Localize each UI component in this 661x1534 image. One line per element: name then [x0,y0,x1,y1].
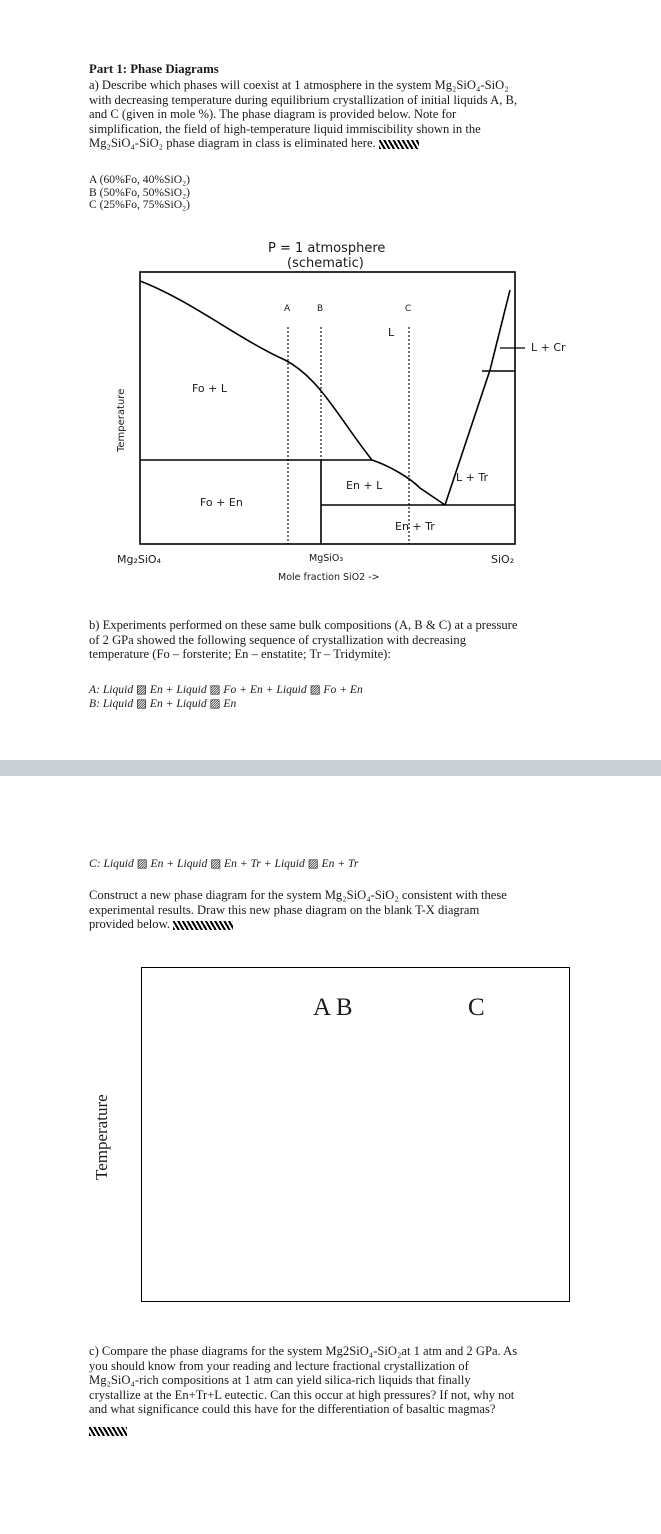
question-b-line-1: b) Experiments performed on these same bulk compositions (A, B & C) at a pressure [89,618,518,632]
sequence-c: C: Liquid ▨ En + Liquid ▨ En + Tr + Liquid ▨ En + Tr [89,857,359,870]
question-c [89,1344,570,1417]
question-c-line-4: crystallize at the En+Tr+L eutectic. Can this occur at high pressures? If not, why not [89,1387,515,1402]
question-c-line-5: and what significance could this have for the differentiation of basaltic magmas? [89,1402,496,1417]
question-c-line-3: Mg₂SiO₄-rich compositions at 1 atm can yield silica-rich liquids that finally [89,1373,471,1388]
liquidus-en [372,460,445,505]
diagram1-frame [140,272,515,544]
composition-b: B (50%Fo, 50%SiO₂) [89,185,190,199]
composition-c: C (25%Fo, 75%SiO₂) [89,198,190,212]
diagram2-label-ab: A B [313,994,353,1021]
construct-line-3: provided below. [89,917,570,932]
question-c-line-1: c) Compare the phase diagrams for the system Mg2SiO₄-SiO₂at 1 atm and 2 GPa. As [89,1344,518,1358]
composition-a: A (60%Fo, 40%SiO₂) [89,173,190,186]
sequence-a: A: Liquid ▨ En + Liquid ▨ Fo + En + Liquid ▨ Fo + En [89,683,363,696]
field-fo-en: Fo + En [200,496,243,509]
redaction-scribble-2 [173,921,233,930]
construct-instructions [89,888,570,932]
page-separator [0,760,661,776]
construct-line-1: Construct a new phase diagram for the system Mg₂SiO₄-SiO₂ consistent with these [89,888,507,902]
marker-c: C [405,304,412,314]
question-a-line-1: a) Describe which phases will coexist at 1 atmosphere in the system Mg₂SiO₄-SiO₂ [89,78,509,92]
phase-diagram-1atm [0,0,661,600]
y-axis-label-1: Temperature [116,388,127,452]
marker-b: B [317,304,324,314]
question-a-line-5: Mg₂SiO₄-SiO₂ phase diagram in class is eliminated here. [89,136,570,151]
field-l-tr: L + Tr [456,471,488,484]
question-a-line-4: simplification, the field of high-temperature liquid immiscibility shown in the [89,121,481,136]
blank-tx-diagram[interactable] [141,967,570,1302]
question-b [89,618,570,662]
y-axis-label-2: Temperature [92,1094,111,1180]
redaction-scribble-3 [89,1421,127,1440]
x-axis-label: Mole fraction SiO2 -> [278,572,380,583]
diagram1-subtitle: (schematic) [287,256,364,271]
construct-line-2: experimental results. Draw this new phase diagram on the blank T-X diagram [89,902,480,917]
x-right-label: SiO₂ [491,553,515,566]
field-liquid: L [388,326,395,339]
field-l-cr: L + Cr [531,341,566,354]
marker-a: A [284,304,291,314]
field-en-tr: En + Tr [395,520,435,533]
question-a-line-2: with decreasing temperature during equilibrium crystallization of initial liquids A, B, [89,92,518,107]
question-b-line-3: temperature (Fo – forsterite; En – enstatite; Tr – Tridymite): [89,647,391,662]
diagram1-title: P = 1 atmosphere [268,241,386,256]
x-mid-label: MgSiO₃ [309,553,344,564]
question-b-line-2: of 2 GPa showed the following sequence of crystallization with decreasing [89,632,467,647]
part1-title: Part 1: Phase Diagrams [89,62,219,76]
sequence-b: B: Liquid ▨ En + Liquid ▨ En [89,697,237,710]
question-c-line-2: you should know from your reading and lecture fractional crystallization of [89,1358,469,1373]
field-fo-l: Fo + L [192,382,228,395]
x-left-label: Mg₂SiO₄ [117,553,161,566]
diagram2-label-c: C [468,994,485,1021]
field-en-l: En + L [346,479,383,492]
question-a-line-3: and C (given in mole %). The phase diagram is provided below. Note for [89,107,457,122]
liquidus-fo-en [140,281,372,460]
